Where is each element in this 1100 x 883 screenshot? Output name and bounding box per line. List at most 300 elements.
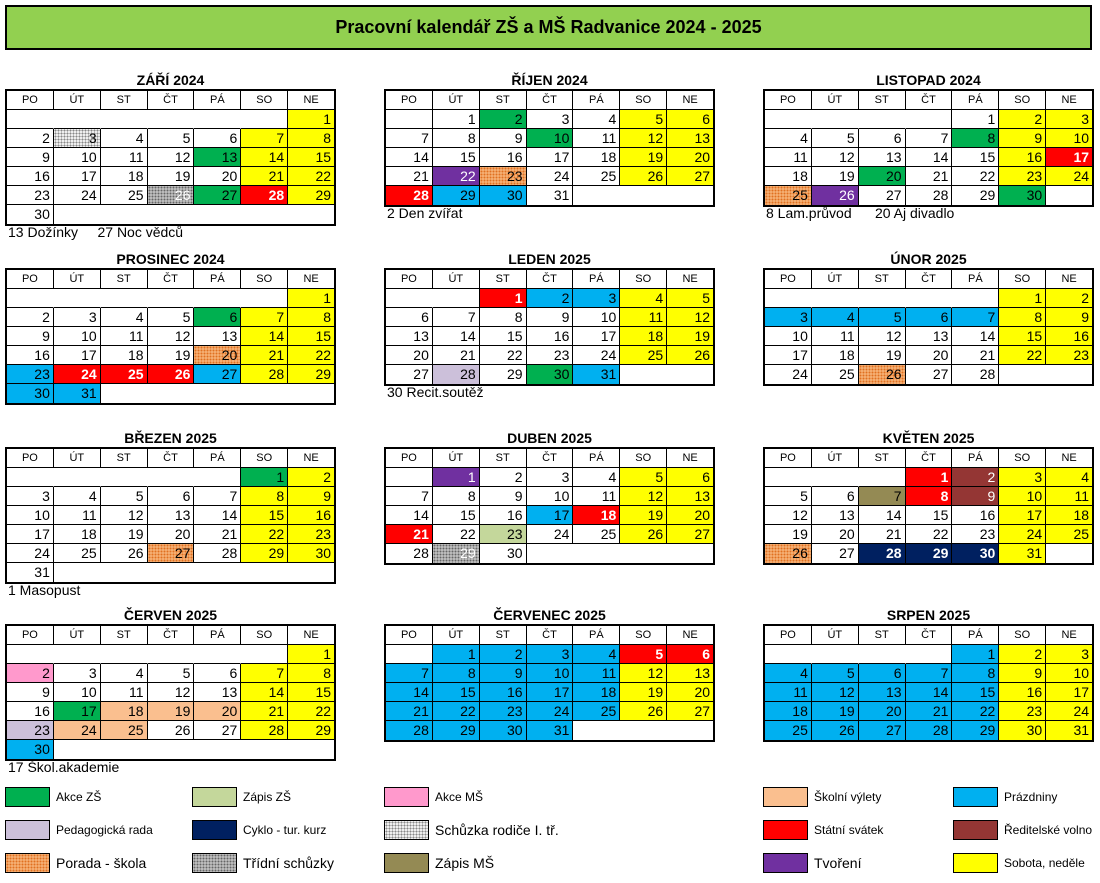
legend-swatch — [384, 853, 429, 873]
legend-swatch — [763, 820, 808, 840]
weekday-header-row — [765, 91, 1092, 110]
day-cell: 15 — [480, 327, 527, 346]
day-cell: 6 — [194, 308, 241, 327]
day-cell: 11 — [573, 487, 620, 506]
day-cell: 28 — [952, 365, 999, 384]
day-cell: 29 — [952, 186, 999, 205]
day-cell — [906, 289, 953, 308]
week-row — [765, 308, 1092, 327]
day-cell: 23 — [527, 346, 574, 365]
month-name: ŘÍJEN 2024 — [511, 72, 588, 88]
weekday-header: NE — [288, 626, 334, 645]
month-grid — [763, 89, 1094, 207]
weekday-header: NE — [667, 270, 713, 289]
day-cell: 11 — [812, 327, 859, 346]
day-cell: 24 — [527, 702, 574, 721]
day-cell: 3 — [1046, 110, 1092, 129]
day-cell: 15 — [288, 683, 334, 702]
week-row — [386, 148, 713, 167]
day-cell: 19 — [148, 702, 195, 721]
day-cell: 10 — [765, 327, 812, 346]
day-cell: 17 — [1046, 148, 1092, 167]
day-cell — [101, 110, 148, 129]
day-cell: 17 — [527, 148, 574, 167]
day-cell — [241, 740, 288, 759]
legend-label: Cyklo - tur. kurz — [243, 823, 327, 837]
day-cell: 11 — [101, 148, 148, 167]
legend-swatch — [763, 787, 808, 807]
weekday-header: ČT — [527, 270, 574, 289]
day-cell: 11 — [54, 506, 101, 525]
legend-swatch — [953, 787, 998, 807]
day-cell: 1 — [433, 645, 480, 664]
day-cell: 20 — [194, 167, 241, 186]
day-cell: 9 — [480, 129, 527, 148]
day-cell: 1 — [433, 110, 480, 129]
day-cell: 1 — [952, 645, 999, 664]
month-calendar — [384, 430, 715, 565]
day-cell — [7, 289, 54, 308]
day-cell — [765, 110, 812, 129]
day-cell: 23 — [480, 702, 527, 721]
day-cell: 25 — [812, 365, 859, 384]
day-cell: 2 — [7, 308, 54, 327]
day-cell: 13 — [667, 487, 713, 506]
day-cell: 20 — [667, 683, 713, 702]
day-cell: 8 — [480, 308, 527, 327]
weekday-header: ČT — [527, 449, 574, 468]
day-cell — [194, 740, 241, 759]
day-cell: 10 — [527, 664, 574, 683]
month-grid — [763, 624, 1094, 742]
week-row — [386, 289, 713, 308]
day-cell — [386, 110, 433, 129]
day-cell: 17 — [527, 683, 574, 702]
weekday-header: ČT — [906, 270, 953, 289]
day-cell: 21 — [241, 346, 288, 365]
day-cell: 16 — [999, 148, 1046, 167]
day-cell: 3 — [54, 308, 101, 327]
weekday-header: ÚT — [433, 626, 480, 645]
weekday-header: PO — [7, 91, 54, 110]
weekday-header: NE — [288, 449, 334, 468]
weekday-header: NE — [667, 91, 713, 110]
day-cell: 17 — [765, 346, 812, 365]
legend-item — [384, 853, 494, 873]
day-cell — [148, 563, 195, 582]
legend-item — [384, 820, 559, 840]
day-cell: 3 — [54, 664, 101, 683]
day-cell: 1 — [480, 289, 527, 308]
week-row — [7, 721, 334, 740]
day-cell: 31 — [527, 721, 574, 740]
month-calendar — [5, 251, 336, 405]
day-cell: 25 — [573, 167, 620, 186]
legend-swatch — [5, 787, 50, 807]
week-row — [7, 308, 334, 327]
day-cell — [148, 289, 195, 308]
day-cell: 25 — [620, 346, 667, 365]
day-cell: 16 — [480, 148, 527, 167]
day-cell: 4 — [765, 129, 812, 148]
day-cell — [101, 289, 148, 308]
day-cell: 24 — [1046, 702, 1092, 721]
day-cell: 12 — [812, 148, 859, 167]
day-cell: 18 — [54, 525, 101, 544]
weekday-header: ST — [101, 91, 148, 110]
day-cell: 24 — [999, 525, 1046, 544]
legend-swatch — [384, 820, 429, 840]
weekday-header: ST — [480, 270, 527, 289]
day-cell: 10 — [573, 308, 620, 327]
day-cell: 3 — [573, 289, 620, 308]
legend-item — [953, 853, 1085, 873]
month-grid — [5, 447, 336, 584]
day-cell — [148, 384, 195, 403]
day-cell: 27 — [194, 365, 241, 384]
day-cell: 11 — [765, 148, 812, 167]
day-cell: 20 — [812, 525, 859, 544]
week-row — [7, 664, 334, 683]
day-cell: 29 — [288, 365, 334, 384]
legend-swatch — [763, 853, 808, 873]
month-grid — [763, 447, 1094, 565]
month-calendar — [384, 607, 715, 742]
day-cell — [241, 645, 288, 664]
week-row — [7, 167, 334, 186]
day-cell — [241, 205, 288, 224]
day-cell: 21 — [952, 346, 999, 365]
day-cell: 3 — [999, 468, 1046, 487]
day-cell: 16 — [288, 506, 334, 525]
day-cell: 25 — [765, 186, 812, 205]
day-cell: 15 — [288, 148, 334, 167]
day-cell: 7 — [952, 308, 999, 327]
legend-item — [192, 853, 334, 873]
day-cell: 1 — [288, 110, 334, 129]
day-cell: 10 — [54, 148, 101, 167]
week-row — [386, 525, 713, 544]
week-row — [386, 544, 713, 563]
day-cell: 30 — [7, 205, 54, 224]
legend-label: Ředitelské volno — [1004, 823, 1093, 837]
week-row — [386, 487, 713, 506]
day-cell: 16 — [7, 167, 54, 186]
day-cell: 9 — [7, 683, 54, 702]
month-name: ÚNOR 2025 — [890, 251, 967, 267]
legend-label: Akce MŠ — [435, 790, 484, 804]
day-cell: 10 — [7, 506, 54, 525]
day-cell: 28 — [386, 544, 433, 563]
day-cell: 17 — [54, 702, 101, 721]
day-cell: 9 — [480, 487, 527, 506]
day-cell: 2 — [1046, 289, 1092, 308]
day-cell: 26 — [620, 525, 667, 544]
day-cell: 1 — [241, 468, 288, 487]
day-cell: 30 — [999, 721, 1046, 740]
weekday-header: PÁ — [573, 449, 620, 468]
weekday-header: ČT — [906, 449, 953, 468]
week-row — [386, 721, 713, 740]
day-cell: 15 — [241, 506, 288, 525]
day-cell: 19 — [812, 702, 859, 721]
day-cell: 4 — [812, 308, 859, 327]
day-cell: 18 — [812, 346, 859, 365]
day-cell: 6 — [812, 487, 859, 506]
day-cell: 12 — [620, 129, 667, 148]
day-cell — [101, 740, 148, 759]
day-cell: 11 — [765, 683, 812, 702]
week-row — [386, 186, 713, 205]
day-cell: 22 — [288, 167, 334, 186]
day-cell: 16 — [999, 683, 1046, 702]
week-row — [7, 129, 334, 148]
day-cell: 13 — [906, 327, 953, 346]
weekday-header: SO — [999, 626, 1046, 645]
month-grid — [763, 268, 1094, 386]
day-cell: 18 — [765, 167, 812, 186]
day-cell — [148, 645, 195, 664]
weekday-header: ÚT — [812, 91, 859, 110]
weekday-header: NE — [1046, 91, 1092, 110]
month-calendar — [763, 607, 1094, 742]
weekday-header: ČT — [527, 626, 574, 645]
day-cell: 18 — [101, 702, 148, 721]
weekday-header: PÁ — [573, 270, 620, 289]
day-cell: 3 — [7, 487, 54, 506]
weekday-header: ČT — [148, 270, 195, 289]
day-cell: 30 — [288, 544, 334, 563]
day-cell: 20 — [667, 506, 713, 525]
day-cell: 15 — [952, 683, 999, 702]
legend-label: Pedagogická rada — [56, 823, 153, 837]
day-cell: 5 — [812, 664, 859, 683]
weekday-header: ČT — [148, 91, 195, 110]
week-row — [7, 148, 334, 167]
legend-label: Porada - škola — [56, 855, 147, 871]
month-calendar — [5, 430, 336, 584]
legend-swatch — [5, 820, 50, 840]
day-cell: 17 — [527, 506, 574, 525]
week-row — [765, 506, 1092, 525]
week-row — [765, 365, 1092, 384]
day-cell: 3 — [1046, 645, 1092, 664]
day-cell: 21 — [906, 702, 953, 721]
week-row — [386, 664, 713, 683]
day-cell — [241, 110, 288, 129]
day-cell: 29 — [241, 544, 288, 563]
weekday-header: ÚT — [54, 449, 101, 468]
week-row — [7, 740, 334, 759]
day-cell — [101, 563, 148, 582]
day-cell: 23 — [288, 525, 334, 544]
day-cell: 29 — [952, 721, 999, 740]
legend-item — [5, 820, 153, 840]
day-cell: 28 — [194, 544, 241, 563]
day-cell — [667, 365, 713, 384]
day-cell — [906, 645, 953, 664]
week-row — [386, 129, 713, 148]
weekday-header: PO — [765, 449, 812, 468]
weekday-header: SO — [620, 449, 667, 468]
day-cell — [54, 289, 101, 308]
week-row — [386, 645, 713, 664]
day-cell: 6 — [859, 129, 906, 148]
day-cell: 17 — [1046, 683, 1092, 702]
legend-label: Státní svátek — [814, 823, 884, 837]
day-cell — [573, 721, 620, 740]
page-title: Pracovní kalendář ZŠ a MŠ Radvanice 2024 - 2025 — [5, 5, 1092, 50]
legend-item — [953, 787, 1057, 807]
legend-swatch — [953, 853, 998, 873]
weekday-header-row — [7, 91, 334, 110]
day-cell: 29 — [433, 544, 480, 563]
day-cell: 2 — [480, 110, 527, 129]
day-cell — [7, 645, 54, 664]
day-cell: 18 — [1046, 506, 1092, 525]
weekday-header: ČT — [906, 91, 953, 110]
day-cell: 21 — [386, 525, 433, 544]
day-cell: 13 — [812, 506, 859, 525]
weekday-header: ČT — [148, 449, 195, 468]
week-row — [7, 468, 334, 487]
day-cell — [54, 110, 101, 129]
day-cell: 24 — [54, 186, 101, 205]
day-cell — [288, 384, 334, 403]
day-cell — [765, 289, 812, 308]
day-cell — [765, 645, 812, 664]
month-name: ČERVENEC 2025 — [493, 607, 606, 623]
weekday-header: PÁ — [194, 270, 241, 289]
day-cell: 21 — [386, 702, 433, 721]
day-cell: 4 — [573, 645, 620, 664]
day-cell: 19 — [148, 346, 195, 365]
day-cell: 5 — [620, 110, 667, 129]
day-cell: 21 — [433, 346, 480, 365]
day-cell — [812, 289, 859, 308]
weekday-header: NE — [667, 626, 713, 645]
day-cell: 25 — [1046, 525, 1092, 544]
day-cell — [194, 289, 241, 308]
day-cell: 30 — [952, 544, 999, 563]
weekday-header: ÚT — [54, 626, 101, 645]
weekday-header-row — [386, 449, 713, 468]
day-cell — [194, 563, 241, 582]
day-cell: 8 — [433, 664, 480, 683]
day-cell: 15 — [906, 506, 953, 525]
day-cell — [54, 563, 101, 582]
day-cell: 9 — [7, 327, 54, 346]
day-cell: 6 — [386, 308, 433, 327]
day-cell: 9 — [1046, 308, 1092, 327]
day-cell: 9 — [952, 487, 999, 506]
day-cell: 26 — [620, 702, 667, 721]
day-cell: 18 — [101, 167, 148, 186]
week-row — [386, 468, 713, 487]
week-row — [7, 365, 334, 384]
day-cell: 17 — [54, 346, 101, 365]
weekday-header: ÚT — [54, 270, 101, 289]
day-cell: 14 — [241, 683, 288, 702]
weekday-header: ST — [480, 626, 527, 645]
day-cell: 22 — [480, 346, 527, 365]
day-cell: 5 — [148, 664, 195, 683]
weekday-header-row — [7, 449, 334, 468]
day-cell — [148, 740, 195, 759]
day-cell: 17 — [573, 327, 620, 346]
week-row — [765, 129, 1092, 148]
day-cell — [101, 384, 148, 403]
day-cell: 6 — [667, 645, 713, 664]
day-cell: 12 — [620, 487, 667, 506]
day-cell: 25 — [765, 721, 812, 740]
day-cell: 30 — [480, 186, 527, 205]
day-cell — [194, 384, 241, 403]
weekday-header: ÚT — [433, 270, 480, 289]
day-cell: 8 — [906, 487, 953, 506]
day-cell: 27 — [386, 365, 433, 384]
weekday-header-row — [765, 449, 1092, 468]
day-cell: 5 — [620, 468, 667, 487]
week-row — [7, 544, 334, 563]
day-cell: 22 — [433, 167, 480, 186]
day-cell: 12 — [101, 506, 148, 525]
day-cell: 23 — [7, 186, 54, 205]
day-cell: 14 — [386, 506, 433, 525]
day-cell — [1046, 544, 1092, 563]
day-cell: 12 — [859, 327, 906, 346]
day-cell: 10 — [999, 487, 1046, 506]
month-grid — [384, 268, 715, 386]
week-row — [7, 525, 334, 544]
legend-swatch — [384, 787, 429, 807]
day-cell — [667, 721, 713, 740]
day-cell: 7 — [386, 664, 433, 683]
weekday-header: ST — [101, 449, 148, 468]
week-row — [765, 167, 1092, 186]
day-cell: 26 — [148, 365, 195, 384]
day-cell: 26 — [667, 346, 713, 365]
week-row — [765, 468, 1092, 487]
weekday-header-row — [765, 626, 1092, 645]
weekday-header: PO — [386, 270, 433, 289]
day-cell — [386, 289, 433, 308]
day-cell: 23 — [952, 525, 999, 544]
legend-item — [763, 820, 883, 840]
week-row — [386, 110, 713, 129]
day-cell: 12 — [148, 148, 195, 167]
day-cell: 22 — [906, 525, 953, 544]
month-calendar — [763, 430, 1094, 565]
month-name: SRPEN 2025 — [886, 607, 971, 623]
weekday-header: PÁ — [194, 449, 241, 468]
day-cell: 13 — [667, 664, 713, 683]
weekday-header: PO — [386, 626, 433, 645]
day-cell: 19 — [148, 167, 195, 186]
weekday-header-row — [765, 270, 1092, 289]
weekday-header: SO — [241, 626, 288, 645]
day-cell: 14 — [241, 148, 288, 167]
legend-label: Sobota, neděle — [1004, 856, 1085, 870]
day-cell: 29 — [433, 186, 480, 205]
week-row — [7, 645, 334, 664]
day-cell: 16 — [480, 683, 527, 702]
day-cell: 29 — [906, 544, 953, 563]
day-cell: 25 — [101, 721, 148, 740]
week-row — [386, 365, 713, 384]
day-cell: 9 — [999, 129, 1046, 148]
day-cell — [1046, 186, 1092, 205]
